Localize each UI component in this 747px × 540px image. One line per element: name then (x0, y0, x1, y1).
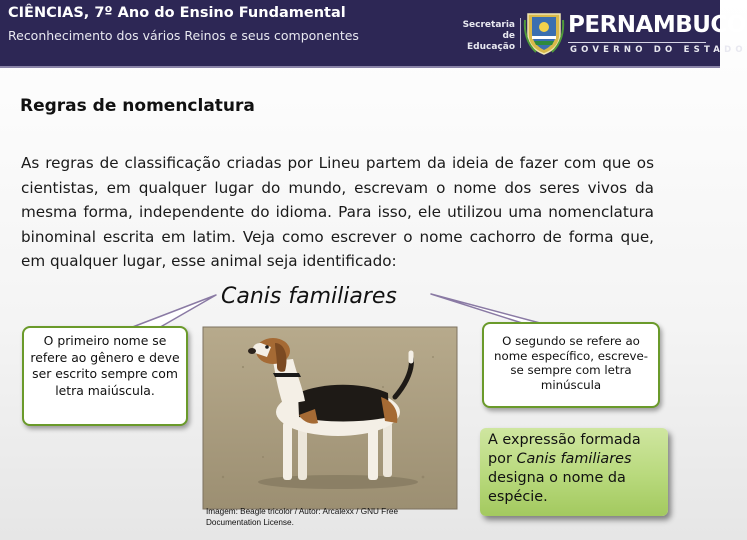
genus-callout (22, 326, 188, 426)
species-callout-text: O segundo se refere ao nome específico, escreve-se sempre com letra minúscula (494, 334, 648, 392)
species-callout (482, 322, 660, 408)
course-title: CIÊNCIAS, 7º Ano do Ensino Fundamental (8, 5, 346, 21)
section-heading: Regras de nomenclatura (20, 96, 255, 116)
secretaria-label: Secretaria de Educação (462, 20, 515, 52)
expression-note-suffix: designa o nome da espécie. (488, 470, 626, 505)
intro-paragraph: As regras de classificação criadas por Lineu partem da ideia de fazer com que os cientistas, em qualquer lugar do mundo, escrevam o nome dos seres vivos da mesma forma, independente do idioma. Para isso, ele utilizou uma nomenclatura binominal escrita em latim. Veja como escrever o nome cachorro de forma que, em qualquer lugar, esse animal seja identificado: (21, 154, 654, 270)
state-name: PERNAMBUCO (568, 12, 746, 38)
species-connector (431, 294, 540, 323)
species-name: Canis familiares (221, 284, 397, 309)
expression-note (480, 428, 668, 516)
state-tagline: GOVERNO DO ESTADO (570, 45, 747, 55)
course-subtitle: Reconhecimento dos vários Reinos e seus componentes (8, 28, 359, 43)
genus-callout-text: O primeiro nome se refere ao gênero e deve ser escrito sempre com letra maiúscula. (30, 333, 180, 398)
beagle-photo (203, 327, 457, 509)
photo-credit: Imagem: Beagle tricolor / Autor: Arcalexx / GNU Free Documentation License. (206, 507, 399, 527)
expression-note-prefix: A expressão formada por (488, 432, 641, 467)
expression-note-term: Canis familiares (516, 451, 632, 467)
